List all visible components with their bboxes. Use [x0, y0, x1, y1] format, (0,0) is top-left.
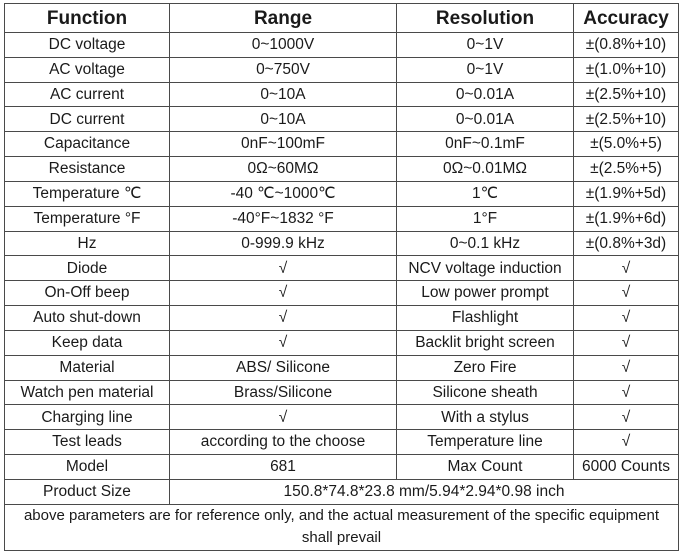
cell-function: Resistance: [5, 157, 170, 182]
cell-resolution: 0Ω~0.01MΩ: [397, 157, 574, 182]
footnote-row: [5, 504, 679, 550]
cell-accuracy: √: [574, 355, 679, 380]
table-row: [5, 430, 679, 455]
cell-function: AC voltage: [5, 57, 170, 82]
cell-accuracy: 6000 Counts: [574, 455, 679, 480]
cell-accuracy: ±(1.9%+5d): [574, 181, 679, 206]
product-size-label: Product Size: [5, 479, 170, 504]
cell-range: 0nF~100mF: [170, 132, 397, 157]
cell-function: Temperature °F: [5, 206, 170, 231]
cell-resolution: 1℃: [397, 181, 574, 206]
cell-range: according to the choose: [170, 430, 397, 455]
cell-resolution: NCV voltage induction: [397, 256, 574, 281]
table-row: [5, 231, 679, 256]
cell-resolution: 0~1V: [397, 57, 574, 82]
cell-resolution: Low power prompt: [397, 281, 574, 306]
cell-function: AC current: [5, 82, 170, 107]
cell-resolution: 0nF~0.1mF: [397, 132, 574, 157]
cell-resolution: Temperature line: [397, 430, 574, 455]
cell-resolution: 0~0.1 kHz: [397, 231, 574, 256]
cell-function: On-Off beep: [5, 281, 170, 306]
cell-range: √: [170, 405, 397, 430]
table-row: [5, 380, 679, 405]
cell-accuracy: ±(5.0%+5): [574, 132, 679, 157]
table-row: [5, 455, 679, 480]
header-accuracy: Accuracy: [574, 4, 679, 33]
cell-accuracy: ±(1.0%+10): [574, 57, 679, 82]
cell-range: √: [170, 330, 397, 355]
cell-range: 0~10A: [170, 82, 397, 107]
cell-range: ABS/ Silicone: [170, 355, 397, 380]
header-row: [5, 4, 679, 33]
cell-range: Brass/Silicone: [170, 380, 397, 405]
cell-range: -40 ℃~1000℃: [170, 181, 397, 206]
cell-range: √: [170, 256, 397, 281]
cell-range: 0~10A: [170, 107, 397, 132]
cell-accuracy: ±(0.8%+10): [574, 33, 679, 58]
table-row: [5, 132, 679, 157]
cell-range: 0Ω~60MΩ: [170, 157, 397, 182]
cell-accuracy: ±(0.8%+3d): [574, 231, 679, 256]
table-row: [5, 330, 679, 355]
cell-resolution: 0~0.01A: [397, 82, 574, 107]
cell-range: 0~1000V: [170, 33, 397, 58]
cell-function: DC voltage: [5, 33, 170, 58]
cell-accuracy: √: [574, 306, 679, 331]
cell-resolution: Flashlight: [397, 306, 574, 331]
cell-resolution: Max Count: [397, 455, 574, 480]
cell-accuracy: √: [574, 380, 679, 405]
cell-resolution: Zero Fire: [397, 355, 574, 380]
cell-accuracy: √: [574, 330, 679, 355]
table-row: [5, 281, 679, 306]
cell-function: Watch pen material: [5, 380, 170, 405]
cell-accuracy: ±(2.5%+10): [574, 107, 679, 132]
cell-resolution: With a stylus: [397, 405, 574, 430]
cell-function: Temperature ℃: [5, 181, 170, 206]
header-range: Range: [170, 4, 397, 33]
cell-accuracy: ±(2.5%+5): [574, 157, 679, 182]
cell-accuracy: √: [574, 256, 679, 281]
table-row: [5, 181, 679, 206]
cell-range: 0~750V: [170, 57, 397, 82]
cell-accuracy: √: [574, 281, 679, 306]
cell-function: Hz: [5, 231, 170, 256]
cell-function: Auto shut-down: [5, 306, 170, 331]
table-row: [5, 82, 679, 107]
cell-function: Diode: [5, 256, 170, 281]
table-row: [5, 57, 679, 82]
table-row: [5, 157, 679, 182]
cell-function: Charging line: [5, 405, 170, 430]
cell-function: Capacitance: [5, 132, 170, 157]
cell-accuracy: ±(1.9%+6d): [574, 206, 679, 231]
cell-function: DC current: [5, 107, 170, 132]
cell-range: -40°F~1832 °F: [170, 206, 397, 231]
table-row: [5, 33, 679, 58]
cell-function: Model: [5, 455, 170, 480]
cell-function: Material: [5, 355, 170, 380]
cell-function: Keep data: [5, 330, 170, 355]
cell-resolution: 1°F: [397, 206, 574, 231]
cell-accuracy: √: [574, 430, 679, 455]
cell-accuracy: ±(2.5%+10): [574, 82, 679, 107]
table-row: [5, 306, 679, 331]
cell-function: Test leads: [5, 430, 170, 455]
table-row: [5, 355, 679, 380]
cell-range: √: [170, 306, 397, 331]
cell-accuracy: √: [574, 405, 679, 430]
table-row: [5, 405, 679, 430]
cell-range: √: [170, 281, 397, 306]
cell-resolution: Backlit bright screen: [397, 330, 574, 355]
cell-range: 0-999.9 kHz: [170, 231, 397, 256]
header-resolution: Resolution: [397, 4, 574, 33]
cell-resolution: Silicone sheath: [397, 380, 574, 405]
footnote: above parameters are for reference only, and the actual measurement of the specific equipment shall prevail: [5, 504, 679, 550]
table-row: [5, 256, 679, 281]
spec-rows: [5, 33, 679, 551]
cell-range: 681: [170, 455, 397, 480]
product-size-row: [5, 479, 679, 504]
cell-resolution: 0~1V: [397, 33, 574, 58]
table-row: [5, 107, 679, 132]
product-size-value: 150.8*74.8*23.8 mm/5.94*2.94*0.98 inch: [170, 479, 679, 504]
table-row: [5, 206, 679, 231]
spec-table: [4, 3, 679, 551]
cell-resolution: 0~0.01A: [397, 107, 574, 132]
header-function: Function: [5, 4, 170, 33]
